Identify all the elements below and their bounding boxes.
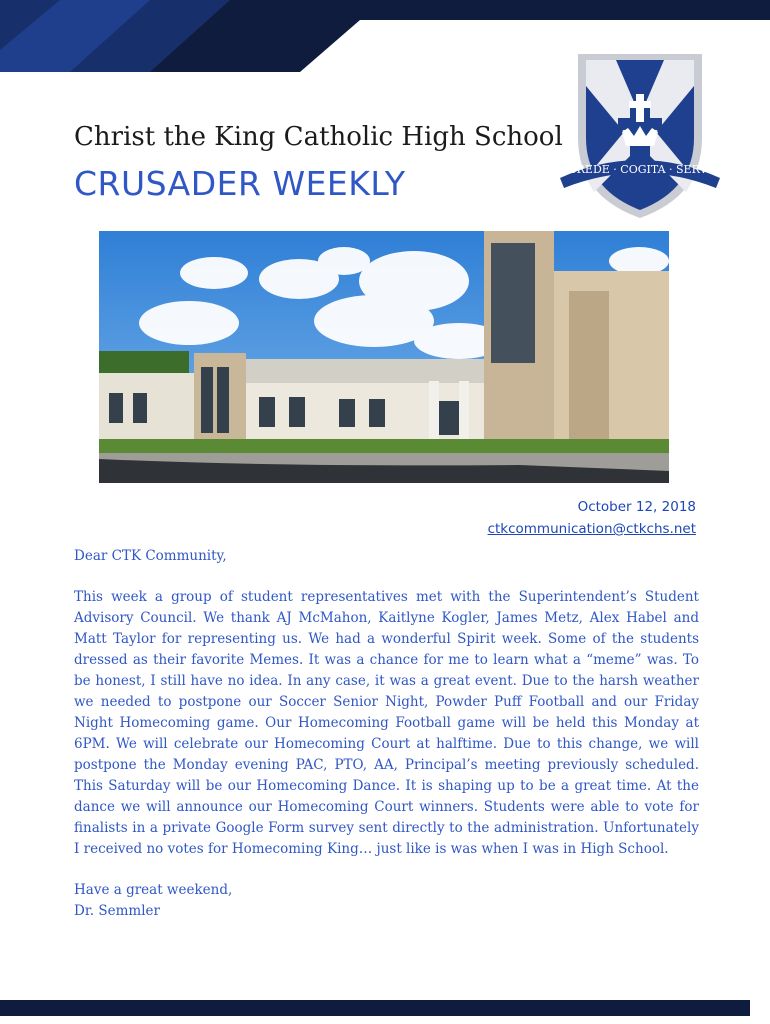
letter-signature: Dr. Semmler bbox=[74, 903, 160, 919]
newsletter-title: CRUSADER WEEKLY bbox=[74, 164, 406, 203]
contact-email-link[interactable]: ctkcommunication@ctkchs.net bbox=[487, 521, 696, 537]
issue-meta bbox=[488, 496, 696, 540]
letter-salutation: Dear CTK Community, bbox=[74, 548, 227, 564]
principal-letter bbox=[74, 546, 699, 922]
letter-body: This week a group of student representatives met with the Superintendent’s Student Advisory Council. We thank AJ McMahon, Kaitlyne Kogler, James Metz, Alex Habel and Matt Taylor for representing us. We had a wonderful Spirit week. Some of the students dressed as their favorite Memes. It was a chance for me to learn what a “meme” was. To be honest, I still have no idea. In any case, it was a great event. Due to the harsh weather we needed to postpone our Soccer Senior Night, Powder Puff Football and our Friday Night Homecoming game. Our Homecoming Football game will be held this Monday at 6PM. We will celebrate our Homecoming Court at halftime. Due to this change, we will postpone the Monday evening PAC, PTO, AA, Principal’s meeting previously scheduled. This Saturday will be our Homecoming Dance. It is shaping up to be a great time. At the dance we will announce our Homecoming Court winners. Students were able to vote for finalists in a private Google Form survey sent directly to the administration. Unfortunately I received no votes for Homecoming King… just like is was when I was in High School. bbox=[74, 589, 699, 857]
school-name: Christ the King Catholic High School bbox=[74, 122, 563, 152]
footer-bar bbox=[0, 1000, 750, 1016]
letter-closing: Have a great weekend, bbox=[74, 882, 233, 898]
school-building-photo bbox=[99, 231, 669, 483]
school-crest-logo bbox=[556, 46, 724, 222]
issue-date: October 12, 2018 bbox=[577, 499, 696, 515]
crest-motto: CREDE · COGITA · SERVI bbox=[568, 163, 712, 176]
